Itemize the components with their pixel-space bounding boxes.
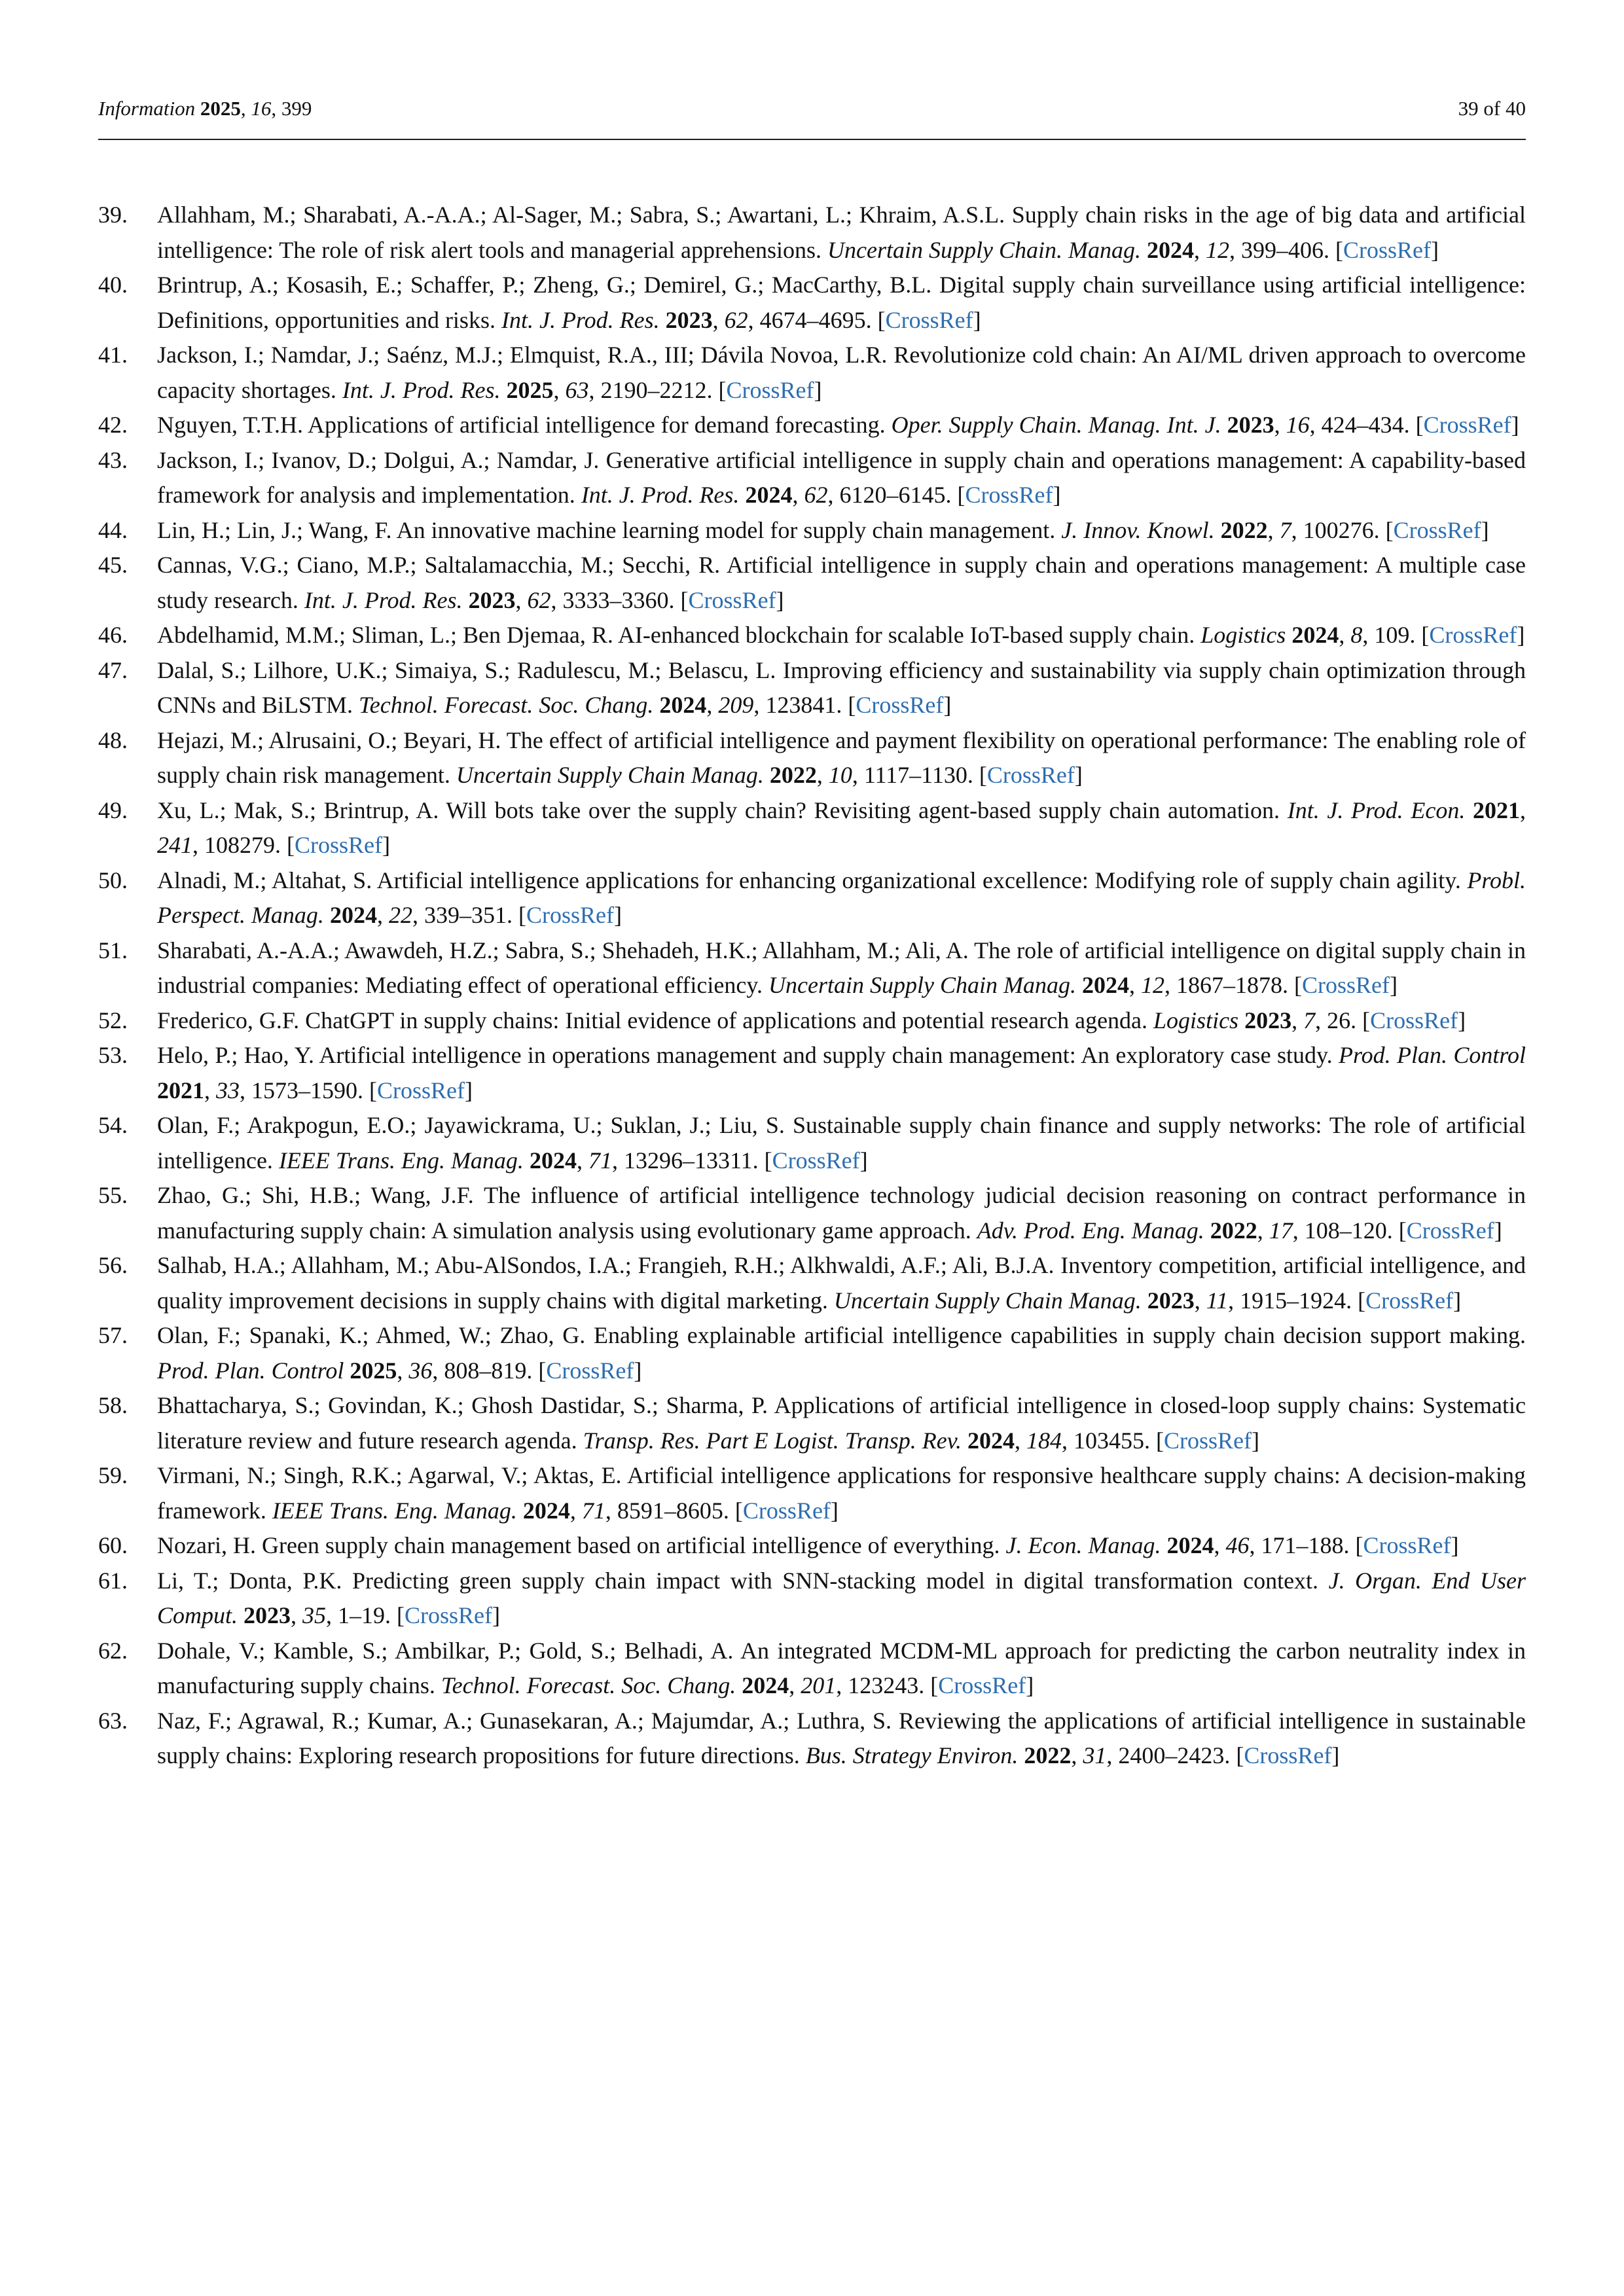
reference-number: 47. — [98, 656, 128, 683]
page-number: 39 of 40 — [1458, 97, 1526, 120]
crossref-link[interactable]: CrossRef — [986, 762, 1075, 788]
reference-volume: 62 — [804, 482, 828, 508]
reference-pages: 3333–3360. — [562, 586, 675, 613]
reference-number: 45. — [98, 552, 128, 578]
reference-volume: 209 — [718, 692, 754, 718]
reference-authors: Allahham, M.; Sharabati, A.-A.A.; Al-Sager, M.; Sabra, S.; Awartani, L.; Khraim, A.S.L. — [157, 202, 1005, 228]
reference-number: 51. — [98, 937, 128, 963]
reference-item: 61. Li, T.; Donta, P.K. Predicting green supply chain impact with SNN-stacking model in digital transformation context. J. Organ. End User Comput. 2023, 35, 1–19. [CrossRef] — [98, 1564, 1526, 1634]
reference-item: 50. Alnadi, M.; Altahat, S. Artificial intelligence applications for enhancing organizational excellence: Modifying role of supply chain agility. Probl. Perspect. Manag. 2024, 22, 339–351. [CrossRef] — [98, 863, 1526, 933]
reference-year: 2024 — [1146, 236, 1194, 263]
reference-journal: Prod. Plan. Control — [157, 1357, 344, 1384]
reference-volume: 33 — [216, 1077, 240, 1103]
reference-volume: 12 — [1205, 236, 1229, 263]
crossref-link[interactable]: CrossRef — [1423, 412, 1511, 438]
reference-title: Generative artificial intelligence in supply chain and operations management: A capability-based framework for analysis and implementation. — [157, 446, 1526, 508]
reference-item: 43. Jackson, I.; Ivanov, D.; Dolgui, A.; Namdar, J. Generative artificial intelligence in supply chain and operations management: A capability-based framework for analysis and implementation. Int. J. Prod. Res. 2024, 62, 6120–6145. [CrossRef] — [98, 443, 1526, 513]
reference-journal: Bus. Strategy Environ. — [805, 1742, 1019, 1768]
reference-year: 2024 — [1081, 972, 1129, 998]
reference-journal: Uncertain Supply Chain Manag. — [833, 1287, 1142, 1314]
crossref-link[interactable]: CrossRef — [726, 376, 814, 403]
reference-journal: Adv. Prod. Eng. Manag. — [977, 1217, 1204, 1244]
reference-pages: 2400–2423. — [1118, 1742, 1231, 1768]
reference-authors: Brintrup, A.; Kosasih, E.; Schaffer, P.; Zheng, G.; Demirel, G.; MacCarthy, B.L. — [157, 272, 932, 298]
reference-pages: 171–188. — [1261, 1532, 1350, 1558]
reference-pages: 26. — [1327, 1007, 1357, 1033]
article-number: 399 — [281, 97, 312, 120]
reference-item: 49. Xu, L.; Mak, S.; Brintrup, A. Will bots take over the supply chain? Revisiting agent-based supply chain automation. Int. J. Prod. Econ. 2021, 241, 108279. [CrossRef] — [98, 793, 1526, 863]
reference-journal: Int. J. Prod. Res. — [581, 482, 740, 508]
crossref-link[interactable]: CrossRef — [526, 902, 614, 928]
reference-authors: Frederico, G.F. — [157, 1007, 300, 1033]
reference-item: 48. Hejazi, M.; Alrusaini, O.; Beyari, H. The effect of artificial intelligence and payment flexibility on operational performance: The enabling role of supply chain risk management. Uncertain Supply Chain Manag. 2022, 10, 1117–1130. [CrossRef] — [98, 723, 1526, 793]
reference-title: AI-enhanced blockchain for scalable IoT-based supply chain. — [617, 622, 1195, 648]
reference-number: 59. — [98, 1462, 128, 1488]
reference-year: 2021 — [157, 1077, 204, 1103]
reference-journal: Int. J. Prod. Res. — [304, 586, 463, 613]
reference-pages: 100276. — [1303, 516, 1380, 543]
reference-year: 2022 — [769, 762, 817, 788]
reference-item: 63. Naz, F.; Agrawal, R.; Kumar, A.; Gunasekaran, A.; Majumdar, A.; Luthra, S. Reviewing the applications of artificial intelligence in sustainable supply chains: Exploring research propositions for future directions. Bus. Strategy Environ. 2022, 31, 2400–2423. [CrossRef] — [98, 1704, 1526, 1774]
reference-journal: IEEE Trans. Eng. Manag. — [272, 1497, 517, 1524]
reference-pages: 424–434. — [1321, 412, 1410, 438]
journal-year: 2025 — [200, 97, 241, 120]
reference-item: 54. Olan, F.; Arakpogun, E.O.; Jayawickrama, U.; Suklan, J.; Liu, S. Sustainable supply chain finance and supply networks: The role of artificial intelligence. IEEE Trans. Eng. Manag. 2024, 71, 13296–13311. [CrossRef] — [98, 1108, 1526, 1178]
reference-number: 41. — [98, 342, 128, 368]
reference-year: 2022 — [1210, 1217, 1257, 1244]
reference-authors: Sharabati, A.-A.A.; Awawdeh, H.Z.; Sabra, S.; Shehadeh, H.K.; Allahham, M.; Ali, A. — [157, 937, 969, 963]
reference-number: 53. — [98, 1042, 128, 1068]
reference-year: 2024 — [745, 482, 793, 508]
reference-volume: 10 — [828, 762, 852, 788]
crossref-link[interactable]: CrossRef — [1301, 972, 1390, 998]
reference-pages: 1573–1590. — [251, 1077, 363, 1103]
reference-volume: 31 — [1083, 1742, 1107, 1768]
crossref-link[interactable]: CrossRef — [1343, 236, 1431, 263]
reference-journal: Int. J. Prod. Res. — [342, 376, 501, 403]
crossref-link[interactable]: CrossRef — [1370, 1007, 1458, 1033]
reference-title: The effect of artificial intelligence and payment flexibility on operational performance: The enabling role of supply chain risk management. — [157, 726, 1526, 788]
reference-number: 48. — [98, 726, 128, 753]
reference-volume: 8 — [1350, 622, 1363, 648]
crossref-link[interactable]: CrossRef — [938, 1672, 1026, 1698]
reference-journal: Int. J. Prod. Res. — [501, 306, 660, 333]
reference-journal: J. Organ. End User Comput. — [157, 1567, 1526, 1628]
reference-year: 2024 — [742, 1672, 789, 1698]
reference-pages: 6120–6145. — [839, 482, 952, 508]
reference-pages: 1867–1878. — [1176, 972, 1288, 998]
reference-journal: IEEE Trans. Eng. Manag. — [278, 1147, 524, 1174]
reference-pages: 399–406. — [1240, 236, 1329, 263]
reference-authors: Cannas, V.G.; Ciano, M.P.; Saltalamacchia, M.; Secchi, R. — [157, 552, 721, 578]
reference-item: 57. Olan, F.; Spanaki, K.; Ahmed, W.; Zhao, G. Enabling explainable artificial intelligence capabilities in supply chain decision support making. Prod. Plan. Control 2025, 36, 808–819. [CrossRef] — [98, 1318, 1526, 1388]
reference-year: 2023 — [1227, 412, 1274, 438]
reference-title: Artificial intelligence applications for enhancing organizational excellence: Modifying role of supply chain agility. — [376, 867, 1461, 893]
reference-number: 42. — [98, 412, 128, 438]
reference-title: Sustainable supply chain finance and supply networks: The role of artificial intelligence. — [157, 1112, 1526, 1174]
reference-pages: 8591–8605. — [617, 1497, 729, 1524]
reference-volume: 16 — [1286, 412, 1310, 438]
reference-authors: Abdelhamid, M.M.; Sliman, L.; Ben Djemaa, R. — [157, 622, 613, 648]
reference-number: 52. — [98, 1007, 128, 1033]
crossref-link[interactable]: CrossRef — [856, 692, 944, 718]
reference-title: Applications of artificial intelligence for demand forecasting. — [307, 412, 886, 438]
reference-authors: Jackson, I.; Namdar, J.; Saénz, M.J.; Elmquist, R.A., III; Dávila Novoa, L.R. — [157, 342, 888, 368]
reference-journal: Oper. Supply Chain. Manag. Int. J. — [891, 412, 1221, 438]
reference-year: 2022 — [1024, 1742, 1072, 1768]
crossref-link[interactable]: CrossRef — [1393, 516, 1481, 543]
reference-item: 62. Dohale, V.; Kamble, S.; Ambilkar, P.; Gold, S.; Belhadi, A. An integrated MCDM-ML approach for predicting the carbon neutrality index in manufacturing supply chains. Technol. Forecast. Soc. Chang. 2024, 201, 123243. [CrossRef] — [98, 1634, 1526, 1704]
reference-item: 56. Salhab, H.A.; Allahham, M.; Abu-AlSondos, I.A.; Frangieh, R.H.; Alkhwaldi, A.F.; Ali, B.J.A. Inventory competition, artificial intelligence, and quality improvement decisions in supply chains with digital marketing. Uncertain Supply Chain Manag. 2023, 11, 1915–1924. [CrossRef] — [98, 1248, 1526, 1318]
reference-authors: Dohale, V.; Kamble, S.; Ambilkar, P.; Gold, S.; Belhadi, A. — [157, 1637, 734, 1664]
reference-pages: 123243. — [848, 1672, 925, 1698]
reference-item: 59. Virmani, N.; Singh, R.K.; Agarwal, V.; Aktas, E. Artificial intelligence applications for responsive healthcare supply chains: A decision-making framework. IEEE Trans. Eng. Manag. 2024, 71, 8591–8605. [CrossRef] — [98, 1458, 1526, 1528]
reference-journal: Int. J. Prod. Econ. — [1287, 797, 1466, 823]
reference-title: An innovative machine learning model for supply chain management. — [396, 516, 1056, 543]
reference-year: 2024 — [1166, 1532, 1214, 1558]
reference-authors: Hejazi, M.; Alrusaini, O.; Beyari, H. — [157, 726, 501, 753]
reference-year: 2023 — [244, 1602, 291, 1628]
reference-pages: 2190–2212. — [600, 376, 713, 403]
reference-number: 57. — [98, 1322, 128, 1348]
crossref-link[interactable]: CrossRef — [742, 1497, 831, 1524]
reference-pages: 108–120. — [1304, 1217, 1393, 1244]
reference-number: 46. — [98, 622, 128, 648]
reference-authors: Naz, F.; Agrawal, R.; Kumar, A.; Gunasekaran, A.; Majumdar, A.; Luthra, S. — [157, 1707, 892, 1734]
reference-pages: 1117–1130. — [863, 762, 973, 788]
reference-authors: Bhattacharya, S.; Govindan, K.; Ghosh Dastidar, S.; Sharma, P. — [157, 1392, 768, 1418]
reference-authors: Olan, F.; Spanaki, K.; Ahmed, W.; Zhao, G. — [157, 1322, 586, 1348]
reference-title: Predicting green supply chain impact with SNN-stacking model in digital transformation context. — [352, 1567, 1319, 1594]
reference-number: 63. — [98, 1707, 128, 1734]
reference-volume: 46 — [1225, 1532, 1250, 1558]
reference-volume: 71 — [581, 1497, 605, 1524]
reference-pages: 103455. — [1074, 1427, 1151, 1454]
reference-volume: 62 — [527, 586, 551, 613]
reference-title: Green supply chain management based on artificial intelligence of everything. — [261, 1532, 1000, 1558]
reference-pages: 109. — [1374, 622, 1416, 648]
reference-pages: 339–351. — [424, 902, 513, 928]
reference-title: Artificial intelligence applications for responsive healthcare supply chains: A decision-making framework. — [157, 1462, 1526, 1524]
reference-volume: 71 — [588, 1147, 612, 1174]
reference-pages: 108279. — [204, 832, 281, 858]
reference-number: 58. — [98, 1392, 128, 1418]
reference-authors: Virmani, N.; Singh, R.K.; Agarwal, V.; Aktas, E. — [157, 1462, 622, 1488]
reference-item: 39. Allahham, M.; Sharabati, A.-A.A.; Al-Sager, M.; Sabra, S.; Awartani, L.; Khraim, A.S.L. Supply chain risks in the age of big data and artificial intelligence: The role of risk alert tools and managerial apprehensions. Uncertain Supply Chain. Manag. 2024, 12, 399–406. [CrossRef] — [98, 198, 1526, 268]
reference-volume: 63 — [565, 376, 589, 403]
reference-volume: 201 — [801, 1672, 837, 1698]
journal-citation: Information 2025, 16, 399 — [98, 97, 312, 120]
reference-pages: 1–19. — [338, 1602, 391, 1628]
reference-journal: Uncertain Supply Chain Manag. — [456, 762, 764, 788]
reference-item: 44. Lin, H.; Lin, J.; Wang, F. An innovative machine learning model for supply chain management. J. Innov. Knowl. 2022, 7, 100276. [CrossRef] — [98, 513, 1526, 548]
crossref-link[interactable]: CrossRef — [772, 1147, 860, 1174]
reference-item: 45. Cannas, V.G.; Ciano, M.P.; Saltalamacchia, M.; Secchi, R. Artificial intelligence in supply chain and operations management: A multiple case study research. Int. J. Prod. Res. 2023, 62, 3333–3360. [CrossRef] — [98, 548, 1526, 618]
reference-number: 54. — [98, 1112, 128, 1138]
reference-title: Enabling explainable artificial intelligence capabilities in supply chain decision support making. — [594, 1322, 1526, 1348]
reference-year: 2021 — [1473, 797, 1520, 823]
reference-number: 55. — [98, 1182, 128, 1208]
reference-number: 49. — [98, 797, 128, 823]
reference-year: 2024 — [659, 692, 707, 718]
reference-journal: J. Econ. Manag. — [1005, 1532, 1161, 1558]
reference-journal: Logistics — [1153, 1007, 1239, 1033]
reference-list — [98, 198, 1526, 1774]
reference-number: 50. — [98, 867, 128, 893]
reference-authors: Nozari, H. — [157, 1532, 256, 1558]
reference-pages: 123841. — [765, 692, 842, 718]
reference-item: 52. Frederico, G.F. ChatGPT in supply chains: Initial evidence of applications and potential research agenda. Logistics 2023, 7, 26. [CrossRef] — [98, 1003, 1526, 1039]
reference-title: Reviewing the applications of artificial intelligence in sustainable supply chains: Exploring research propositions for future directions. — [157, 1707, 1526, 1768]
reference-item: 42. Nguyen, T.T.H. Applications of artificial intelligence for demand forecasting. Oper. Supply Chain. Manag. Int. J. 2023, 16, 424–434. [CrossRef] — [98, 408, 1526, 443]
reference-title: Artificial intelligence in supply chain and operations management: A multiple case study research. — [157, 552, 1526, 613]
reference-journal: Prod. Plan. Control — [1338, 1042, 1526, 1068]
reference-volume: 35 — [302, 1602, 327, 1628]
crossref-link[interactable]: CrossRef — [405, 1602, 493, 1628]
reference-journal: Technol. Forecast. Soc. Chang. — [441, 1672, 736, 1698]
reference-authors: Olan, F.; Arakpogun, E.O.; Jayawickrama, U.; Suklan, J.; Liu, S. — [157, 1112, 785, 1138]
running-header — [98, 92, 1526, 140]
reference-volume: 17 — [1269, 1217, 1293, 1244]
reference-year: 2023 — [1244, 1007, 1292, 1033]
reference-journal: Uncertain Supply Chain Manag. — [768, 972, 1076, 998]
reference-year: 2024 — [329, 902, 377, 928]
reference-title: Improving efficiency and sustainability via supply chain optimization through CNNs and BiLSTM. — [157, 656, 1526, 718]
reference-pages: 13296–13311. — [623, 1147, 759, 1174]
crossref-link[interactable]: CrossRef — [1244, 1742, 1332, 1768]
reference-title: Inventory competition, artificial intelligence, and quality improvement decisions in supply chains with digital marketing. — [157, 1252, 1526, 1314]
crossref-link[interactable]: CrossRef — [688, 586, 776, 613]
reference-title: Will bots take over the supply chain? Revisiting agent-based supply chain automation. — [446, 797, 1280, 823]
reference-number: 43. — [98, 446, 128, 473]
reference-year: 2025 — [350, 1357, 397, 1384]
crossref-link[interactable]: CrossRef — [1406, 1217, 1494, 1244]
reference-authors: Li, T.; Donta, P.K. — [157, 1567, 342, 1594]
reference-volume: 241 — [157, 832, 192, 858]
crossref-link[interactable]: CrossRef — [1429, 622, 1517, 648]
reference-item: 53. Helo, P.; Hao, Y. Artificial intelligence in operations management and supply chain management: An exploratory case study. Prod. Plan. Control 2021, 33, 1573–1590. [CrossRef] — [98, 1038, 1526, 1108]
reference-volume: 36 — [408, 1357, 433, 1384]
reference-year: 2023 — [665, 306, 713, 333]
reference-item: 41. Jackson, I.; Namdar, J.; Saénz, M.J.; Elmquist, R.A., III; Dávila Novoa, L.R. Revolutionize cold chain: An AI/ML driven approach to overcome capacity shortages. Int. J. Prod. Res. 2025, 63, 2190–2212. [CrossRef] — [98, 338, 1526, 408]
reference-authors: Dalal, S.; Lilhore, U.K.; Simaiya, S.; Radulescu, M.; Belascu, L. — [157, 656, 776, 683]
reference-item: 47. Dalal, S.; Lilhore, U.K.; Simaiya, S.; Radulescu, M.; Belascu, L. Improving efficiency and sustainability via supply chain optimization through CNNs and BiLSTM. Technol. Forecast. Soc. Chang. 2024, 209, 123841. [CrossRef] — [98, 653, 1526, 723]
reference-item: 46. Abdelhamid, M.M.; Sliman, L.; Ben Djemaa, R. AI-enhanced blockchain for scalable IoT-based supply chain. Logistics 2024, 8, 109. [CrossRef] — [98, 618, 1526, 653]
reference-title: ChatGPT in supply chains: Initial evidence of applications and potential research agenda. — [305, 1007, 1148, 1033]
reference-title: The role of artificial intelligence on digital supply chain in industrial companies: Mediating effect of operational efficiency. — [157, 937, 1526, 998]
reference-volume: 62 — [724, 306, 748, 333]
reference-journal: Uncertain Supply Chain. Manag. — [827, 236, 1141, 263]
reference-number: 60. — [98, 1532, 128, 1558]
crossref-link[interactable]: CrossRef — [1164, 1427, 1252, 1454]
reference-volume: 22 — [388, 902, 412, 928]
reference-year: 2024 — [967, 1427, 1015, 1454]
reference-item: 51. Sharabati, A.-A.A.; Awawdeh, H.Z.; Sabra, S.; Shehadeh, H.K.; Allahham, M.; Ali, A. The role of artificial intelligence on digital supply chain in industrial companies: Mediating effect of operational efficiency. Uncertain Supply Chain Manag. 2024, 12, 1867–1878. [CrossRef] — [98, 933, 1526, 1003]
reference-year: 2024 — [1291, 622, 1339, 648]
reference-authors: Nguyen, T.T.H. — [157, 412, 303, 438]
reference-item: 40. Brintrup, A.; Kosasih, E.; Schaffer, P.; Zheng, G.; Demirel, G.; MacCarthy, B.L. Digital supply chain surveillance using artificial intelligence: Definitions, opportunities and risks. Int. J. Prod. Res. 2023, 62, 4674–4695. [CrossRef] — [98, 268, 1526, 338]
reference-authors: Helo, P.; Hao, Y. — [157, 1042, 315, 1068]
reference-title: The influence of artificial intelligence technology judicial decision reasoning on contract performance in manufacturing supply chain: A simulation analysis using evolutionary game approach. — [157, 1182, 1526, 1244]
reference-pages: 4674–4695. — [759, 306, 872, 333]
reference-year: 2023 — [468, 586, 516, 613]
reference-authors: Xu, L.; Mak, S.; Brintrup, A. — [157, 797, 439, 823]
reference-authors: Zhao, G.; Shi, H.B.; Wang, J.F. — [157, 1182, 474, 1208]
reference-authors: Salhab, H.A.; Allahham, M.; Abu-AlSondos, I.A.; Frangieh, R.H.; Alkhwaldi, A.F.; Ali, B.J.A. — [157, 1252, 1055, 1278]
reference-year: 2023 — [1147, 1287, 1195, 1314]
reference-journal: Transp. Res. Part E Logist. Transp. Rev. — [583, 1427, 962, 1454]
crossref-link[interactable]: CrossRef — [295, 832, 382, 858]
reference-year: 2022 — [1220, 516, 1268, 543]
crossref-link[interactable]: CrossRef — [1363, 1532, 1451, 1558]
journal-volume: 16 — [251, 97, 272, 120]
reference-title: Applications of artificial intelligence in closed-loop supply chains: Systematic literature review and future research agenda. — [157, 1392, 1526, 1454]
reference-number: 40. — [98, 272, 128, 298]
crossref-link[interactable]: CrossRef — [1365, 1287, 1454, 1314]
reference-journal: J. Innov. Knowl. — [1061, 516, 1215, 543]
reference-title: An integrated MCDM-ML approach for predicting the carbon neutrality index in manufacturing supply chains. — [157, 1637, 1526, 1698]
crossref-link[interactable]: CrossRef — [965, 482, 1053, 508]
reference-title: Artificial intelligence in operations management and supply chain management: An exploratory case study. — [319, 1042, 1333, 1068]
crossref-link[interactable]: CrossRef — [546, 1357, 634, 1384]
reference-volume: 184 — [1026, 1427, 1062, 1454]
reference-number: 56. — [98, 1252, 128, 1278]
crossref-link[interactable]: CrossRef — [377, 1077, 465, 1103]
reference-volume: 11 — [1206, 1287, 1229, 1314]
reference-number: 44. — [98, 516, 128, 543]
reference-year: 2025 — [506, 376, 554, 403]
reference-journal: Technol. Forecast. Soc. Chang. — [359, 692, 654, 718]
reference-year: 2024 — [529, 1147, 577, 1174]
reference-volume: 7 — [1303, 1007, 1316, 1033]
reference-authors: Jackson, I.; Ivanov, D.; Dolgui, A.; Namdar, J. — [157, 446, 600, 473]
reference-pages: 1915–1924. — [1240, 1287, 1352, 1314]
reference-number: 62. — [98, 1637, 128, 1664]
journal-name: Information — [98, 97, 196, 120]
reference-year: 2024 — [522, 1497, 570, 1524]
reference-item: 60. Nozari, H. Green supply chain management based on artificial intelligence of everything. J. Econ. Manag. 2024, 46, 171–188. [CrossRef] — [98, 1528, 1526, 1564]
reference-volume: 12 — [1140, 972, 1164, 998]
crossref-link[interactable]: CrossRef — [885, 306, 973, 333]
reference-volume: 7 — [1279, 516, 1291, 543]
reference-journal: Logistics — [1200, 622, 1286, 648]
reference-title: Digital supply chain surveillance using artificial intelligence: Definitions, opportunities and risks. — [157, 272, 1526, 333]
reference-pages: 808–819. — [444, 1357, 533, 1384]
reference-title: Revolutionize cold chain: An AI/ML driven approach to overcome capacity shortages. — [157, 342, 1526, 403]
reference-title: Supply chain risks in the age of big data and artificial intelligence: The role of risk alert tools and managerial apprehensions. — [157, 202, 1526, 263]
reference-number: 61. — [98, 1567, 128, 1594]
reference-item: 58. Bhattacharya, S.; Govindan, K.; Ghosh Dastidar, S.; Sharma, P. Applications of artificial intelligence in closed-loop supply chains: Systematic literature review and future research agenda. Transp. Res. Part E Logist. Transp. Rev. 2024, 184, 103455. [CrossRef] — [98, 1388, 1526, 1458]
reference-authors: Lin, H.; Lin, J.; Wang, F. — [157, 516, 392, 543]
reference-authors: Alnadi, M.; Altahat, S. — [157, 867, 372, 893]
reference-number: 39. — [98, 202, 128, 228]
reference-item: 55. Zhao, G.; Shi, H.B.; Wang, J.F. The influence of artificial intelligence technology judicial decision reasoning on contract performance in manufacturing supply chain: A simulation analysis using evolutionary game approach. Adv. Prod. Eng. Manag. 2022, 17, 108–120. [CrossRef] — [98, 1178, 1526, 1248]
reference-journal: Probl. Perspect. Manag. — [157, 867, 1526, 928]
